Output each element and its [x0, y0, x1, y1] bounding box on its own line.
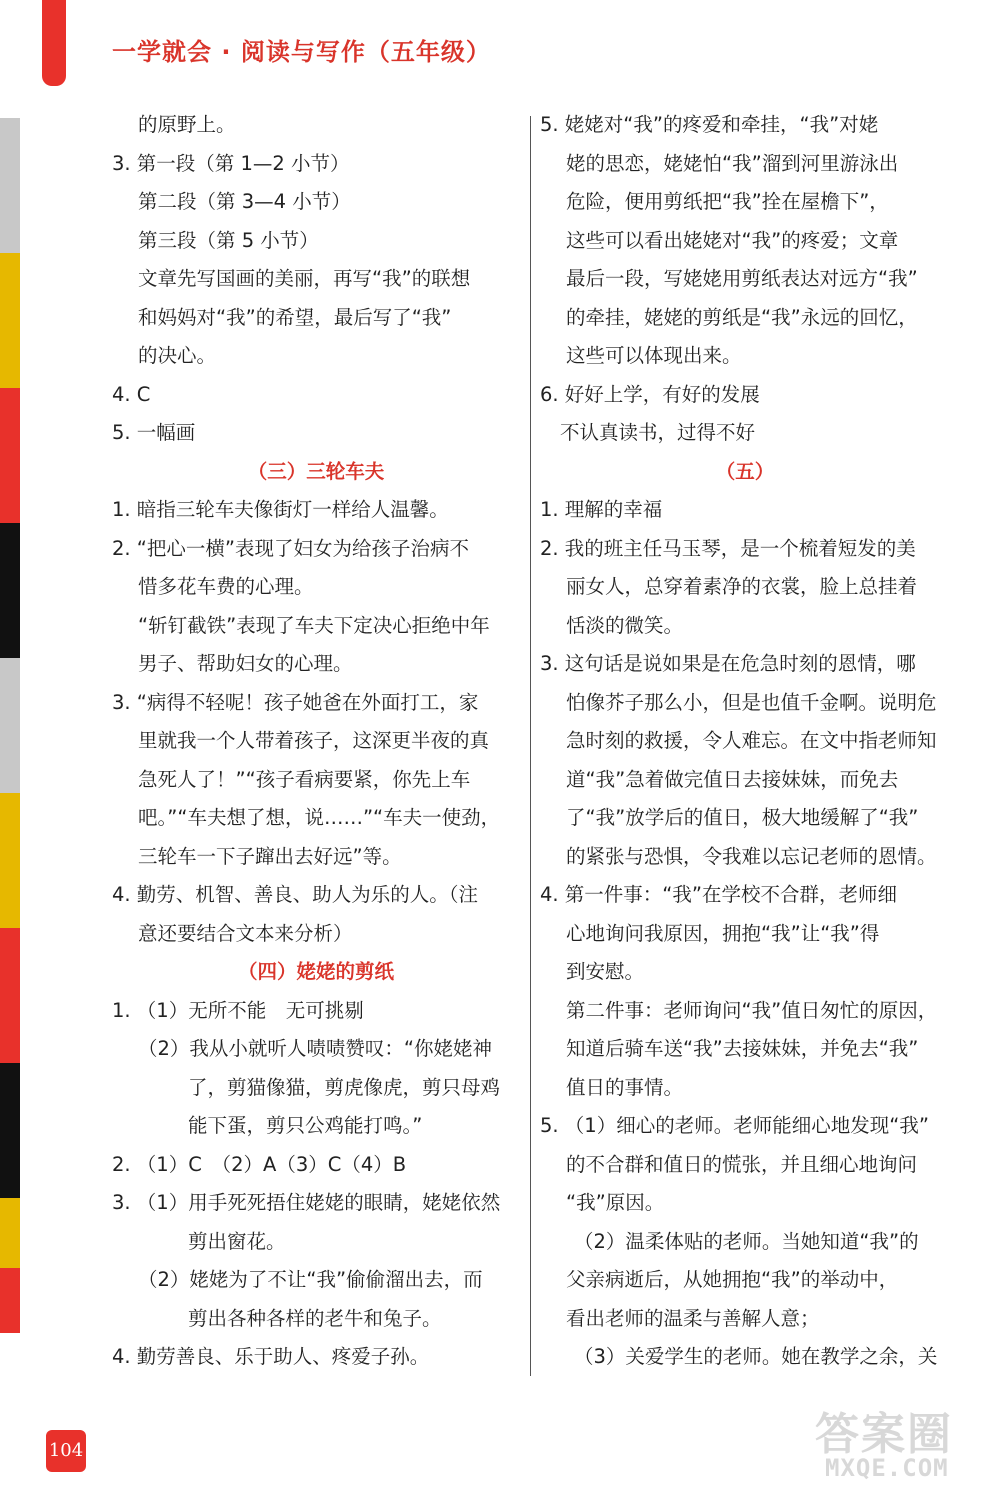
- answer-line: 5. 姥姥对“我”的疼爱和牵挂，“我”对姥: [540, 113, 879, 136]
- answer-line: 3. 这句话是说如果是在危急时刻的恩情，哪: [540, 652, 916, 675]
- answer-line: 3. 第一段（第 1—2 小节）: [112, 151, 350, 175]
- answer-line: 2. “把心一横”表现了妇女为给孩子治病不: [112, 536, 470, 560]
- answer-line: 最后一段，写姥姥用剪纸表达对远方“我”: [566, 267, 918, 290]
- answer-line: 第二件事：老师询问“我”值日匆忙的原因，: [566, 998, 938, 1022]
- answer-line: 1. 暗指三轮车夫像街灯一样给人温馨。: [112, 498, 449, 521]
- answer-line: “斩钉截铁”表现了车夫下定决心拒绝中年: [138, 613, 490, 637]
- right-column: [540, 106, 950, 1377]
- answer-line: 2. 我的班主任马玉琴，是一个梳着短发的美: [540, 536, 916, 560]
- answer-line: 3. （1）用手死死捂住姥姥的眼睛，姥姥依然: [112, 1191, 501, 1214]
- answer-line: 4. 勤劳善良、乐于助人、疼爱子孙。: [112, 1345, 430, 1368]
- watermark-text: 答案圈: [815, 1409, 953, 1460]
- answer-line: 的紧张与恐惧，令我难以忘记老师的恩情。: [566, 844, 937, 868]
- edge-segment: [0, 793, 20, 928]
- answer-line: 恬淡的微笑。: [566, 613, 684, 637]
- section-heading: （四）姥姥的剪纸: [237, 960, 394, 983]
- answer-line: 值日的事情。: [566, 1075, 684, 1099]
- answer-line: （2）温柔体贴的老师。当她知道“我”的: [574, 1229, 919, 1253]
- left-column: [112, 106, 520, 1377]
- section-heading: （五）: [715, 459, 775, 483]
- answer-line: （2）姥姥为了不让“我”偷偷溜出去，而: [138, 1268, 483, 1291]
- answer-line: 的原野上。: [138, 113, 236, 136]
- answer-line: 急时刻的救援，令人难忘。在文中指老师知: [566, 729, 937, 752]
- answer-line: 急死人了！”“孩子看病要紧，你先上车: [138, 767, 471, 791]
- answer-line: （3）关爱学生的老师。她在教学之余，关: [574, 1345, 938, 1368]
- answer-line: 4. 勤劳、机智、善良、助人为乐的人。（注: [112, 883, 479, 906]
- answer-line: 意还要结合文本来分析）: [138, 921, 353, 945]
- edge-segment: [0, 1063, 20, 1198]
- answer-line: 1. （1）无所不能 无可挑剔: [112, 998, 364, 1022]
- answer-line: 心地询问我原因，拥抱“我”让“我”得: [566, 921, 880, 945]
- answer-line: 和妈妈对“我”的希望，最后写了“我”: [138, 305, 452, 329]
- edge-segment: [0, 928, 20, 1063]
- watermark-url: MXQE.COM: [825, 1454, 949, 1482]
- answer-line: 父亲病逝后，从她拥抱“我”的举动中，: [566, 1268, 899, 1291]
- answer-line: （2）我从小就听人啧啧赞叹：“你姥姥神: [138, 1037, 493, 1060]
- answer-line: 丽女人，总穿着素净的衣裳，脸上总挂着: [566, 575, 918, 598]
- header-tab-decoration: [42, 0, 66, 86]
- answer-line: 第二段（第 3—4 小节）: [138, 190, 351, 213]
- answer-line: 了，剪猫像猫，剪虎像虎，剪只母鸡: [188, 1075, 501, 1099]
- edge-segment: [0, 388, 20, 523]
- answer-line: 这些可以看出姥姥对“我”的疼爱；文章: [566, 228, 899, 252]
- answer-line: 里就我一个人带着孩子，这深更半夜的真: [138, 729, 490, 752]
- answer-line: 的决心。: [138, 344, 217, 367]
- answer-line: 不认真读书，过得不好: [560, 421, 756, 444]
- column-divider: [530, 116, 531, 1376]
- edge-segment: [0, 1268, 20, 1333]
- answer-line: 第三段（第 5 小节）: [138, 228, 319, 252]
- answer-line: 1. 理解的幸福: [540, 498, 663, 521]
- answer-line: 看出老师的温柔与善解人意；: [566, 1306, 820, 1330]
- edge-color-strip: [0, 118, 20, 1333]
- header-title: 一学就会 · 阅读与写作（五年级）: [112, 38, 491, 66]
- answer-line: 5. （1）细心的老师。老师能细心地发现“我”: [540, 1114, 929, 1137]
- answer-line: 能下蛋，剪只公鸡能打鸣。”: [188, 1114, 423, 1137]
- answer-line: 这些可以体现出来。: [566, 344, 742, 367]
- edge-segment: [0, 523, 20, 658]
- edge-segment: [0, 253, 20, 388]
- answer-line: 文章先写国画的美丽，再写“我”的联想: [138, 267, 471, 290]
- answer-line: 道“我”急着做完值日去接妹妹，而免去: [566, 767, 899, 791]
- answer-line: 的牵挂，姥姥的剪纸是“我”永远的回忆，: [566, 305, 918, 329]
- answer-line: 知道后骑车送“我”去接妹妹，并免去“我”: [566, 1037, 919, 1060]
- answer-line: 了“我”放学后的值日，极大地缓解了“我”: [566, 806, 919, 829]
- answer-line: 怕像芥子那么小，但是也值千金啊。说明危: [566, 690, 937, 714]
- edge-segment: [0, 658, 20, 793]
- answer-line: “我”原因。: [566, 1191, 665, 1214]
- answer-line: 剪出窗花。: [188, 1229, 286, 1253]
- edge-segment: [0, 118, 20, 253]
- watermark-logo: [815, 1398, 995, 1488]
- answer-line: 吧。”“车夫想了想，说……”“车夫一使劲，: [138, 806, 501, 829]
- answer-line: 4. C: [112, 382, 151, 406]
- answer-line: 惜多花车费的心理。: [138, 575, 314, 598]
- section-heading: （三）三轮车夫: [247, 459, 385, 483]
- answer-line: 5. 一幅画: [112, 421, 196, 444]
- answer-line: 到安慰。: [566, 960, 645, 983]
- answer-line: 姥的思恋，姥姥怕“我”溜到河里游泳出: [566, 151, 899, 175]
- answer-line: 危险，便用剪纸把“我”拴在屋檐下”，: [566, 190, 889, 213]
- page-number: 104: [46, 1430, 86, 1472]
- answer-line: 2. （1）C （2）A（3）C（4）B: [112, 1152, 407, 1176]
- answer-line: 4. 第一件事：“我”在学校不合群，老师细: [540, 883, 898, 906]
- answer-line: 3. “病得不轻呢！孩子她爸在外面打工，家: [112, 690, 479, 714]
- edge-segment: [0, 1198, 20, 1268]
- answer-line: 的不合群和值日的慌张，并且细心地询问: [566, 1152, 918, 1176]
- answer-line: 男子、帮助妇女的心理。: [138, 652, 353, 675]
- answer-line: 剪出各种各样的老牛和兔子。: [188, 1306, 442, 1330]
- answer-line: 三轮车一下子蹿出去好远”等。: [138, 844, 402, 868]
- answer-line: 6. 好好上学，有好的发展: [540, 382, 760, 406]
